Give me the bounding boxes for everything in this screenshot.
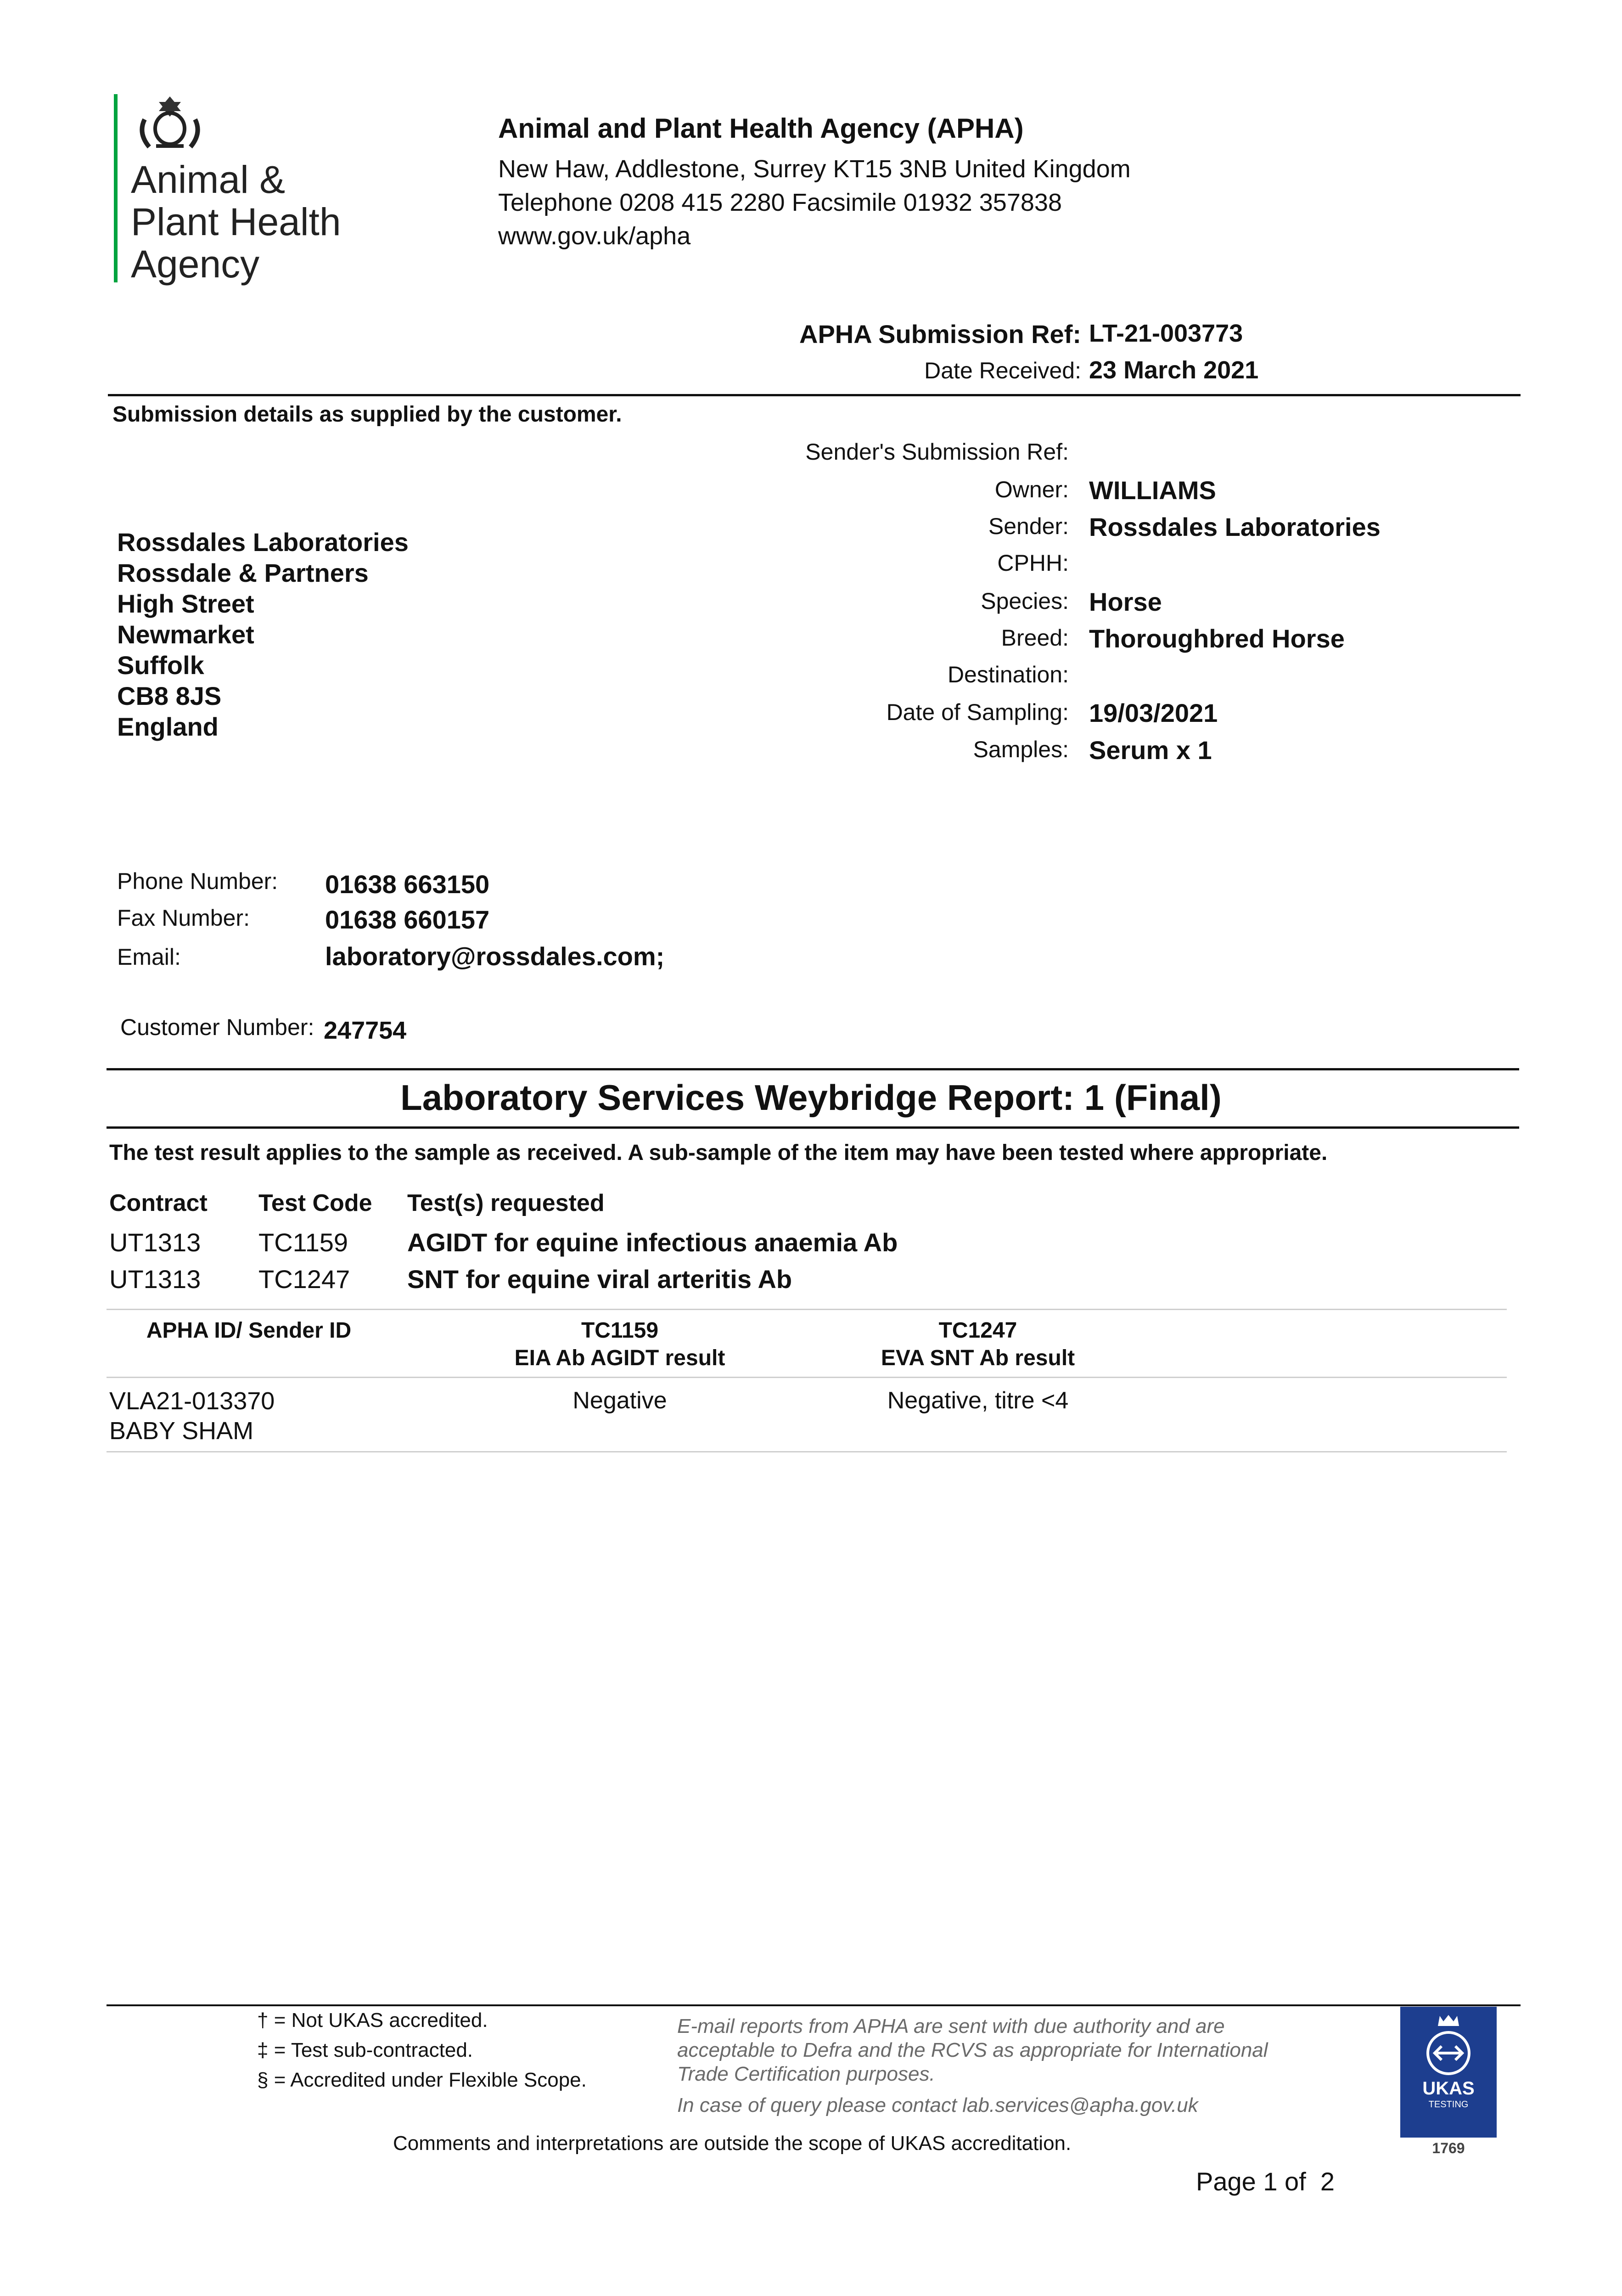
fax-value: 01638 660157 <box>325 905 490 934</box>
comments-note: Comments and interpretations are outside the scope of UKAS accreditation. <box>393 2132 1072 2155</box>
test-name: SNT for equine viral arteritis Ab <box>407 1265 792 1294</box>
field-label: Sender's Submission Ref: <box>805 439 1069 465</box>
field-label: Sender: <box>988 513 1069 539</box>
test-code-header: Test Code <box>258 1190 372 1216</box>
result-eia: Negative <box>572 1387 667 1414</box>
agency-website[interactable]: www.gov.uk/apha <box>498 222 691 250</box>
address-line: England <box>117 712 219 741</box>
field-label: Date of Sampling: <box>886 699 1069 725</box>
footnote-symbol: ‡ = Test sub-contracted. <box>257 2039 473 2061</box>
ukas-badge <box>1400 2007 1497 2138</box>
report-title: Laboratory Services Weybridge Report: 1 (Final) <box>400 1077 1222 1118</box>
logo-text-line: Agency <box>131 242 260 286</box>
test-code: TC1159 <box>258 1228 348 1257</box>
results-top-line <box>107 1309 1507 1310</box>
logo-text-line: Plant Health <box>131 200 341 243</box>
result-eva: Negative, titre <4 <box>887 1387 1069 1414</box>
field-value: Thoroughbred Horse <box>1089 624 1345 653</box>
table-row-apha-id: VLA21-013370 <box>109 1387 275 1415</box>
address-line: High Street <box>117 589 254 618</box>
address-line: Rossdale & Partners <box>117 558 369 587</box>
results-col2-name: EVA SNT Ab result <box>881 1346 1075 1370</box>
field-label: Samples: <box>973 737 1069 762</box>
logo-text-line: Animal & <box>131 158 286 201</box>
agency-title: Animal and Plant Health Agency (APHA) <box>498 113 1024 144</box>
results-col1-name: EIA Ab AGIDT result <box>514 1346 725 1370</box>
field-value: 19/03/2021 <box>1089 698 1218 727</box>
submission-details-note: Submission details as supplied by the customer. <box>112 402 622 427</box>
address-line: Suffolk <box>117 651 204 680</box>
phone-value: 01638 663150 <box>325 870 490 899</box>
header-divider <box>108 394 1521 396</box>
table-row-sender-id: BABY SHAM <box>109 1417 254 1445</box>
field-value: Serum x 1 <box>1089 736 1212 765</box>
footnote-symbol: † = Not UKAS accredited. <box>257 2009 488 2032</box>
customer-number-label: Customer Number: <box>120 1014 314 1040</box>
results-header-line <box>107 1377 1507 1378</box>
field-label: Owner: <box>994 477 1069 502</box>
field-label: Species: <box>981 588 1069 614</box>
footnote-symbol: § = Accredited under Flexible Scope. <box>257 2069 587 2091</box>
ukas-number: 1769 <box>1432 2140 1465 2156</box>
email-note-line: E-mail reports from APHA are sent with due authority and are <box>677 2015 1225 2037</box>
field-label: CPHH: <box>997 550 1069 576</box>
field-label: Breed: <box>1001 625 1069 651</box>
ukas-label: UKAS <box>1422 2078 1475 2099</box>
agency-telephone: Telephone 0208 415 2280 Facsimile 01932 357838 <box>498 189 1062 216</box>
field-value: Horse <box>1089 587 1162 616</box>
field-value: Rossdales Laboratories <box>1089 512 1381 541</box>
footer-divider <box>107 2004 1521 2006</box>
email-note-line: Trade Certification purposes. <box>677 2063 935 2085</box>
submission-ref-label: APHA Submission Ref: <box>799 320 1081 349</box>
field-label: Destination: <box>947 662 1069 687</box>
logo-green-bar <box>114 94 118 282</box>
address-line: Rossdales Laboratories <box>117 528 409 557</box>
address-line: Newmarket <box>117 620 254 649</box>
report-note: The test result applies to the sample as received. A sub-sample of the item may have been tested where appropriate. <box>109 1141 1328 1165</box>
report-top-divider <box>107 1068 1519 1070</box>
test-code: TC1247 <box>258 1265 350 1294</box>
submission-ref-value: LT-21-003773 <box>1089 320 1243 347</box>
agency-address: New Haw, Addlestone, Surrey KT15 3NB United Kingdom <box>498 155 1131 183</box>
report-bottom-divider <box>107 1126 1519 1129</box>
logo-text <box>131 158 341 285</box>
contract-header: Contract <box>109 1190 208 1216</box>
results-bottom-line <box>107 1451 1507 1452</box>
results-col2-code: TC1247 <box>938 1318 1017 1343</box>
email-value[interactable]: laboratory@rossdales.com; <box>325 942 665 971</box>
tests-header: Test(s) requested <box>407 1190 605 1216</box>
email-note-line: acceptable to Defra and the RCVS as appropriate for International <box>677 2039 1268 2061</box>
email-label: Email: <box>117 944 181 970</box>
query-note: In case of query please contact lab.services@apha.gov.uk <box>677 2094 1198 2116</box>
field-value: WILLIAMS <box>1089 476 1216 505</box>
ukas-sub-label: TESTING <box>1428 2099 1469 2110</box>
test-contract: UT1313 <box>109 1265 201 1294</box>
phone-label: Phone Number: <box>117 868 278 894</box>
date-received-label: Date Received: <box>924 358 1081 383</box>
ukas-crown-icon <box>1403 2009 1494 2078</box>
crest-icon <box>133 92 207 152</box>
results-col1-code: TC1159 <box>581 1318 659 1343</box>
results-id-header: APHA ID/ Sender ID <box>146 1318 352 1343</box>
page-number: Page 1 of 2 <box>1196 2167 1335 2196</box>
address-line: CB8 8JS <box>117 681 222 710</box>
test-name: AGIDT for equine infectious anaemia Ab <box>407 1228 898 1257</box>
fax-label: Fax Number: <box>117 905 250 931</box>
test-contract: UT1313 <box>109 1228 201 1257</box>
customer-number-value: 247754 <box>324 1017 407 1044</box>
date-received-value: 23 March 2021 <box>1089 356 1259 384</box>
